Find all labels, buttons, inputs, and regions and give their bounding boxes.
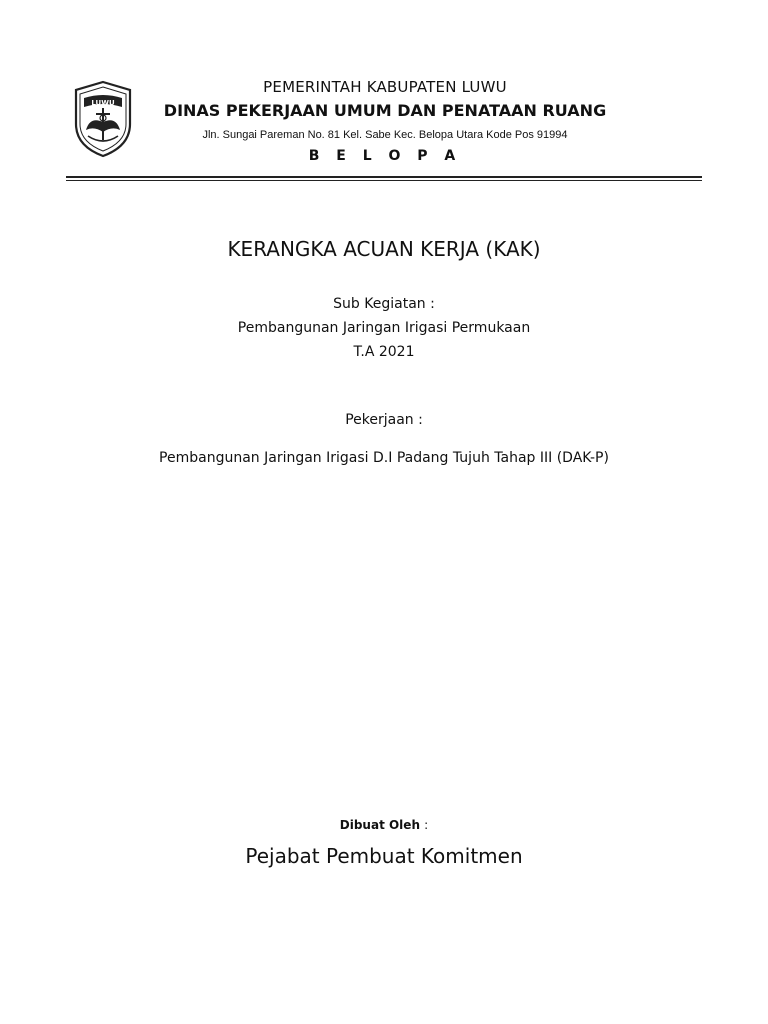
work-name: Pembangunan Jaringan Irigasi D.I Padang Tujuh Tahap III (DAK-P) <box>159 450 609 466</box>
document-title: KERANGKA ACUAN KERJA (KAK) <box>227 237 541 261</box>
letterhead-divider-thin <box>66 180 702 181</box>
fiscal-year: T.A 2021 <box>353 344 415 360</box>
crest-text: LUWU <box>91 99 115 107</box>
sub-activity-label: Sub Kegiatan : <box>333 296 435 312</box>
letterhead-divider-thick <box>66 176 702 178</box>
signer-title: Pejabat Pembuat Komitmen <box>245 844 523 868</box>
sub-activity-name: Pembangunan Jaringan Irigasi Permukaan <box>237 320 531 336</box>
agency-name: DINAS PEKERJAAN UMUM DAN PENATAAN RUANG <box>163 101 607 120</box>
work-label: Pekerjaan : <box>345 412 423 428</box>
agency-city: B E L O P A <box>308 148 462 164</box>
agency-address: Jln. Sungai Pareman No. 81 Kel. Sabe Kec. Belopa Utara Kode Pos 91994 <box>202 129 568 141</box>
made-by-colon: : <box>424 818 429 832</box>
government-name: PEMERINTAH KABUPATEN LUWU <box>263 78 507 96</box>
made-by-label <box>0 816 768 834</box>
luwu-regency-crest-icon <box>72 80 134 158</box>
letterhead <box>140 76 630 166</box>
made-by-label-text: Dibuat Oleh <box>339 818 420 832</box>
